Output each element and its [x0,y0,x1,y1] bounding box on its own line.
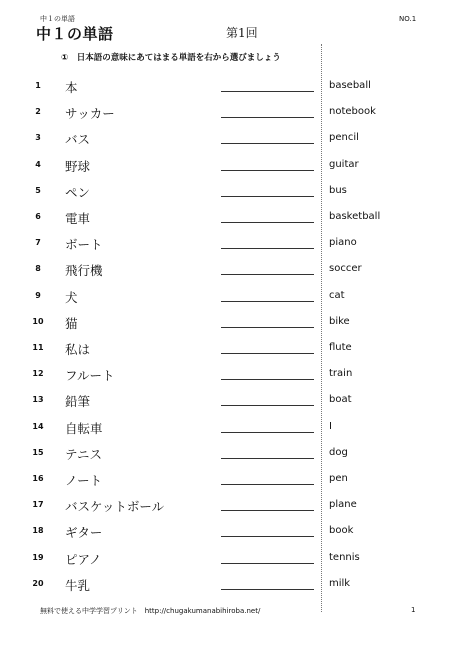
answer-line[interactable] [221,248,314,249]
row-number: 4 [35,159,41,169]
japanese-word: 電車 [65,211,91,226]
exercise-row [0,391,459,411]
answer-line[interactable] [221,170,314,171]
row-number: 19 [32,552,44,562]
japanese-word: ノート [65,473,103,488]
exercise-row [0,313,459,333]
answer-line[interactable] [221,196,314,197]
japanese-word: バス [65,132,91,148]
row-number: 16 [32,474,44,483]
row-number: 17 [32,500,44,510]
exercise-row [0,418,459,438]
row-number: 15 [32,447,44,457]
row-number: 13 [32,395,44,405]
japanese-word: 鉛筆 [65,394,91,410]
english-choice: bike [329,315,350,327]
japanese-word: ボート [65,237,103,253]
row-number: 18 [32,526,44,536]
english-choice: flute [329,342,352,353]
exercise-row [0,444,459,464]
row-number: 2 [35,107,41,117]
answer-line[interactable] [221,117,314,118]
row-number: 7 [35,238,41,248]
english-choice: piano [329,237,357,249]
exercise-row [0,470,459,490]
answer-line[interactable] [221,222,314,223]
answer-line[interactable] [221,379,314,380]
english-choice: soccer [329,263,362,275]
japanese-word: 猫 [65,315,78,331]
row-number: 8 [35,264,41,274]
english-choice: book [329,525,354,537]
english-choice: pencil [329,132,359,144]
footer-text: 無料で使える中学学習プリント http://chugakumanabihiroba.net/ [40,607,261,615]
japanese-word: サッカー [65,106,115,122]
english-choice: boat [329,394,352,406]
english-choice: milk [329,577,351,589]
row-number: 10 [32,316,44,326]
answer-line[interactable] [221,91,314,92]
exercise-row [0,260,459,280]
english-choice: tennis [329,551,360,563]
row-number: 6 [35,212,41,221]
row-number: 9 [35,290,41,300]
answer-line[interactable] [221,484,314,485]
round-label: 第1回 [226,26,258,40]
exercise-row [0,522,459,542]
english-choice: train [329,368,353,380]
japanese-word: 野球 [65,158,91,174]
english-choice: guitar [329,158,359,170]
english-choice: plane [329,499,357,511]
exercise-row [0,575,459,595]
japanese-word: ギター [65,525,103,541]
exercise-row [0,208,459,228]
exercise-row [0,287,459,307]
exercise-row [0,234,459,254]
exercise-row [0,129,459,149]
english-choice: basketball [329,211,381,222]
answer-line[interactable] [221,536,314,537]
row-number: 14 [32,421,44,431]
exercise-row [0,182,459,202]
japanese-word: 飛行機 [65,263,103,279]
exercise-row [0,103,459,123]
japanese-word: 犬 [65,289,78,305]
answer-line[interactable] [221,274,314,275]
answer-line[interactable] [221,510,314,511]
english-choice: pen [329,473,348,484]
japanese-word: バスケットボール [65,499,165,515]
english-choice: dog [329,446,348,458]
row-number: 12 [32,369,44,379]
answer-line[interactable] [221,589,314,590]
answer-line[interactable] [221,563,314,564]
exercise-row [0,365,459,385]
answer-line[interactable] [221,143,314,144]
answer-line[interactable] [221,301,314,302]
english-choice: bus [329,184,347,196]
japanese-word: 自転車 [65,420,103,436]
japanese-word: テニス [65,446,103,462]
answer-line[interactable] [221,353,314,354]
english-choice: cat [329,289,345,301]
japanese-word: 牛乳 [65,577,91,593]
japanese-word: フルート [65,368,115,384]
answer-line[interactable] [221,327,314,328]
japanese-word: 本 [65,80,78,95]
row-number: 1 [35,81,41,90]
row-number: 20 [32,578,44,588]
japanese-word: ペン [65,184,91,200]
exercise-row [0,549,459,569]
english-choice: baseball [329,80,371,91]
exercise-row [0,496,459,516]
sheet-number: NO.1 [399,15,417,23]
page-number: 1 [411,606,416,614]
answer-line[interactable] [221,432,314,433]
series-label: 中１の単語 [40,15,75,23]
page-title: 中１の単語 [36,25,114,43]
instruction-text: ① 日本語の意味にあてはまる単語を右から選びましょう [61,53,281,63]
english-choice: notebook [329,106,376,118]
exercise-row [0,77,459,97]
japanese-word: 私は [65,342,91,357]
row-number: 5 [35,185,41,195]
exercise-row [0,156,459,176]
english-choice: I [329,420,332,432]
row-number: 11 [32,343,44,352]
row-number: 3 [35,133,41,143]
exercise-row [0,339,459,359]
answer-line[interactable] [221,405,314,406]
japanese-word: ピアノ [65,551,102,567]
answer-line[interactable] [221,458,314,459]
